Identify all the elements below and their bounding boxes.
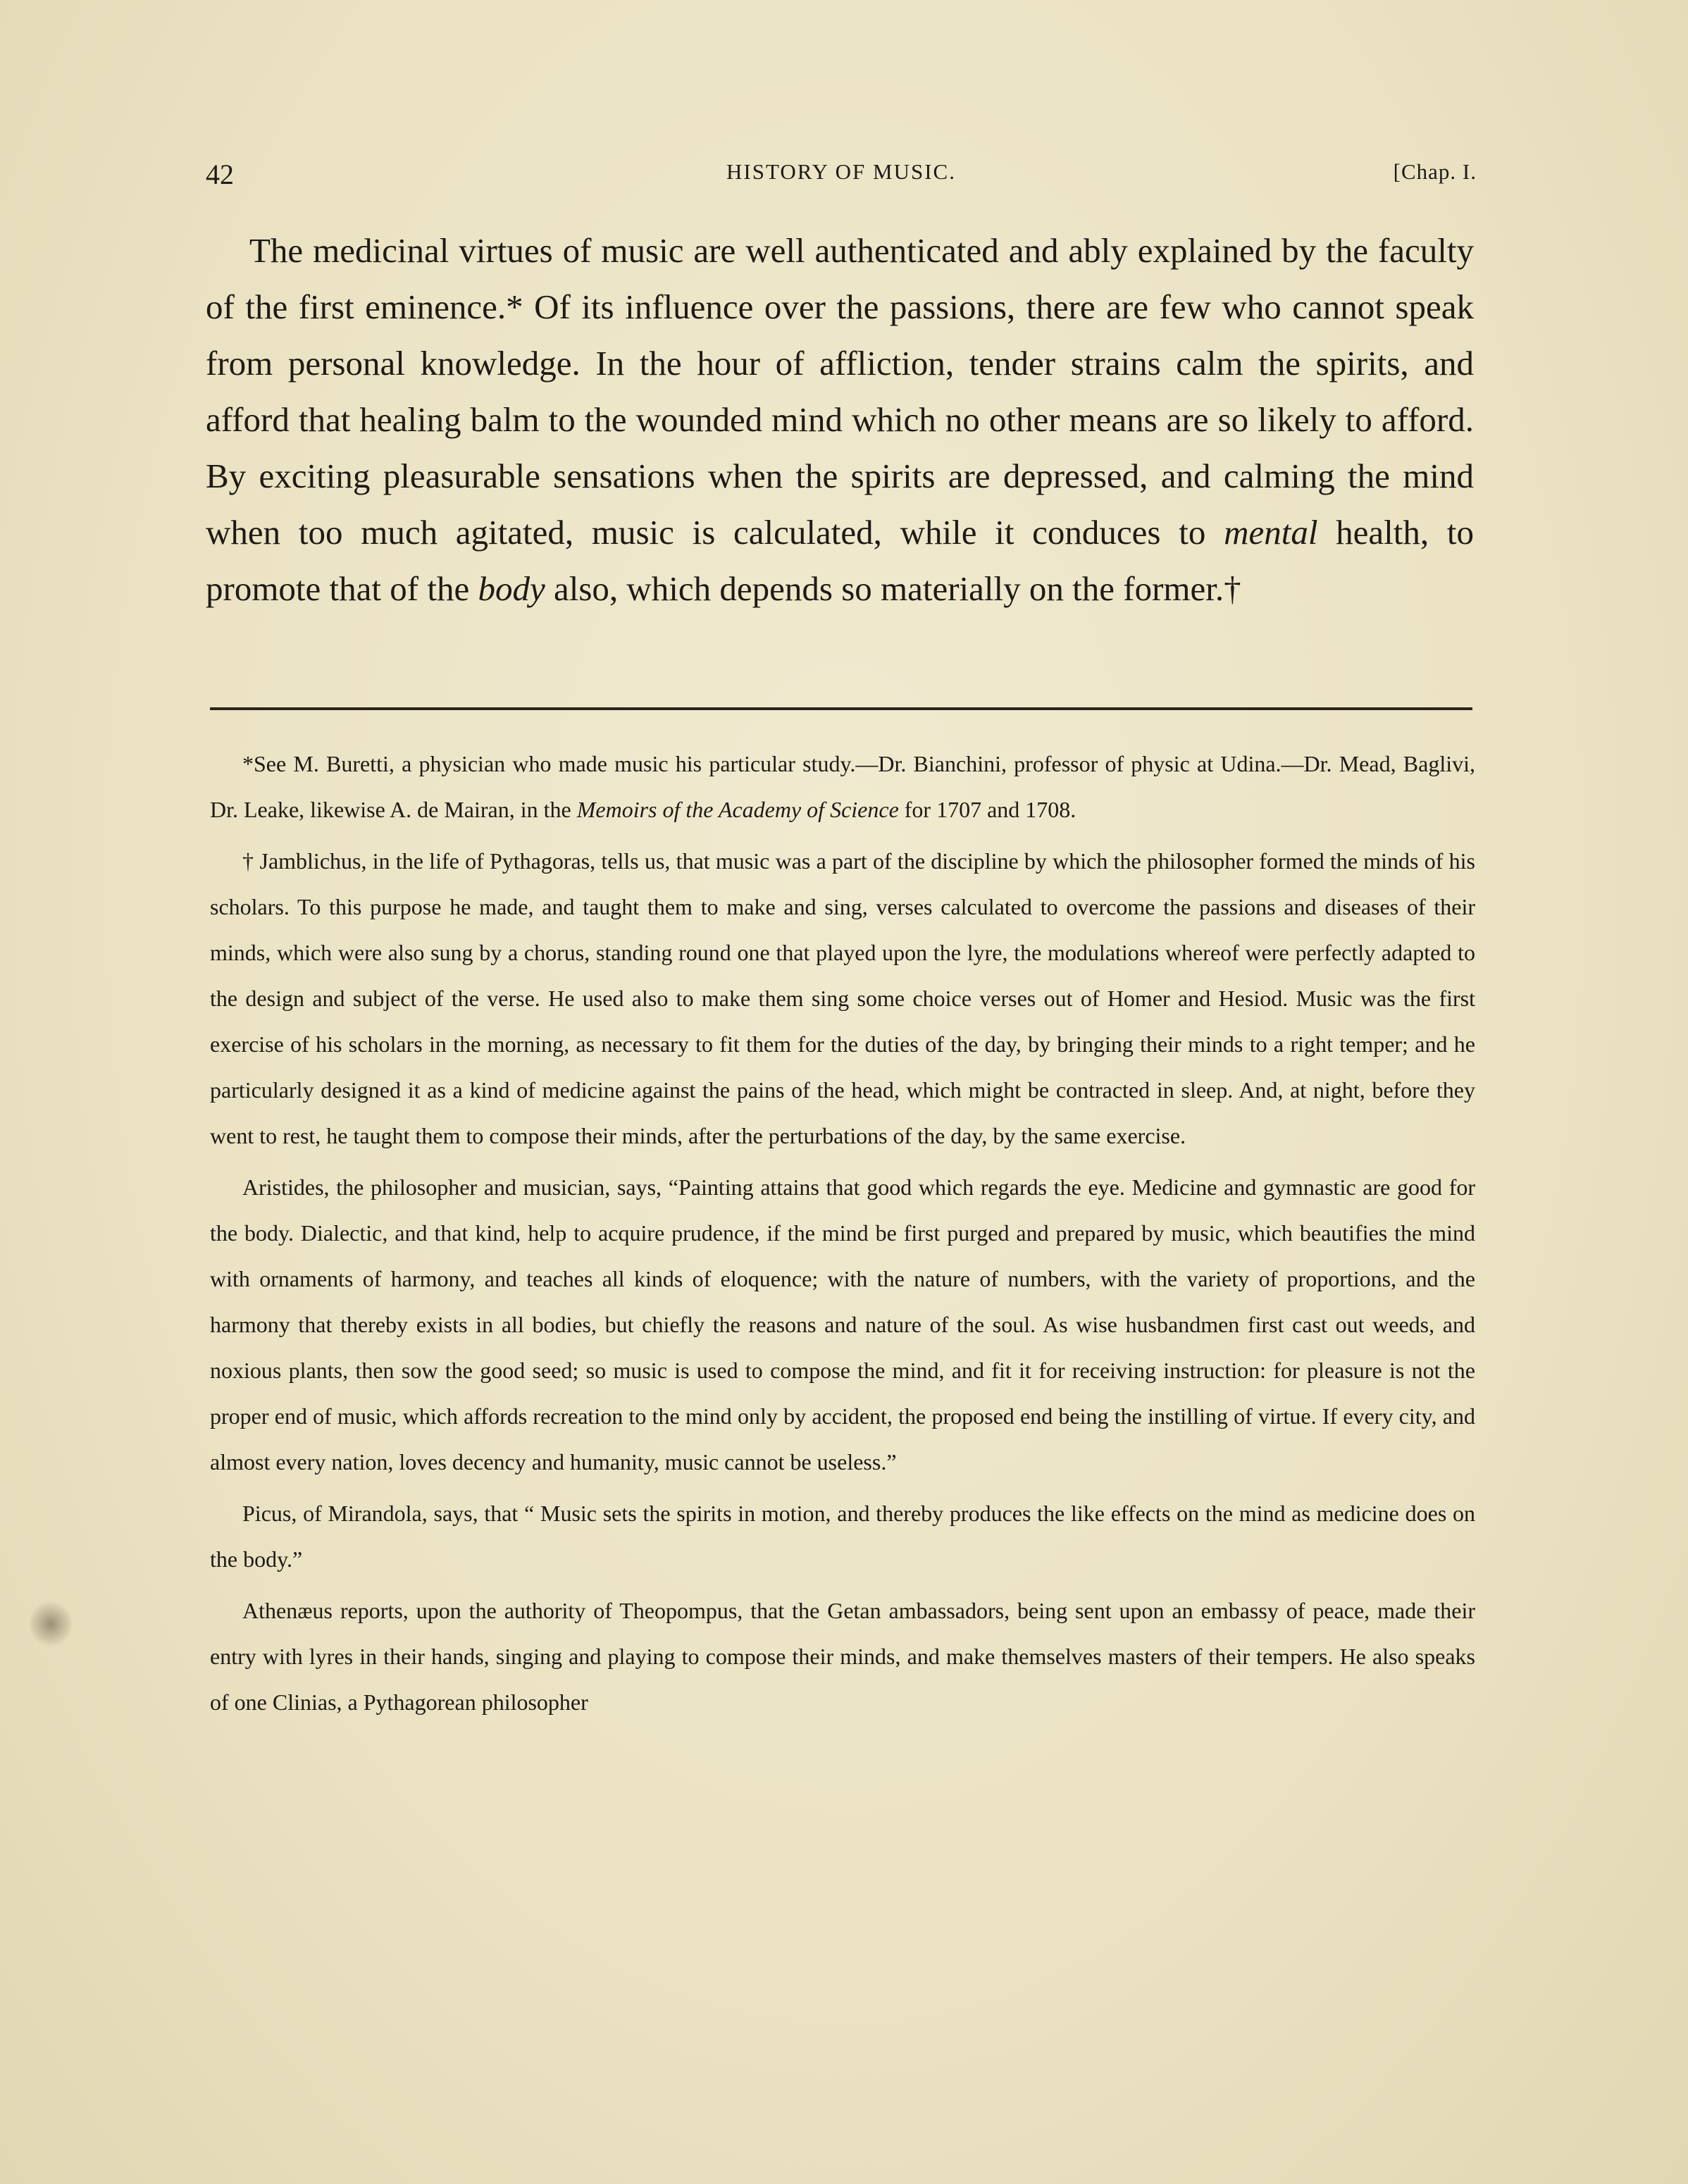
- main-text: [206, 223, 1474, 617]
- footnote-buretti: [210, 741, 1475, 833]
- page-stain: [30, 1599, 72, 1649]
- running-title: HISTORY OF MUSIC.: [726, 159, 956, 184]
- main-paragraph: [206, 223, 1474, 617]
- footnote-aristides: Aristides, the philosopher and musician, says, “Painting attains that good which regards the eye. Medicine and gymnastic are good for the body. Dialectic, and that kind, help to acquire prudence, if the mind be first purged and prepared by music, which beautifies the mind with ornaments of harmony, and teaches all kinds of eloquence; with the nature of numbers, with the variety of proportions, and the harmony that thereby exists in all bodies, but chiefly the reasons and nature of the soul. As wise husbandmen first cast out weeds, and noxious plants, then sow the good seed; so music is used to compose the mind, and fit it for receiving instruction: for pleasure is not the proper end of music, which affords recreation to the mind only by accident, the proposed end being the instilling of virtue. If every city, and almost every nation, loves decency and humanity, music cannot be useless.”: [210, 1174, 1475, 1475]
- footnote-picus: Picus, of Mirandola, says, that “ Music sets the spirits in motion, and thereby produces the like effects on the mind as medicine does on the body.”: [210, 1501, 1475, 1572]
- footnote-1-part-a: *See M. Buretti, a physician who made music his particular study.—Dr. Bianchini, professor of physic at Udina.—Dr. Mead, Baglivi, Dr. Leake, likewise A. de Mairan, in the: [210, 751, 1475, 822]
- footnote-1-title: Memoirs of the Academy of Science: [576, 797, 899, 822]
- footnote-1-part-b: for 1707 and 1708.: [898, 797, 1076, 822]
- emphasis-body: body: [478, 569, 545, 608]
- footnotes: [210, 741, 1475, 1731]
- footnote-athenaeus: Athenæus reports, upon the authority of Theopompus, that the Getan ambassadors, being sent upon an embassy of peace, made their entry with lyres in their hands, singing and playing to compose their minds, and make themselves masters of their tempers. He also speaks of one Clinias, a Pythagorean philosopher: [210, 1598, 1475, 1715]
- main-text-part-b: health, to promote that of the: [206, 513, 1475, 608]
- emphasis-mental: mental: [1224, 513, 1318, 552]
- chapter-reference: [Chap. I.: [1393, 159, 1477, 184]
- footnote-jamblichus: † Jamblichus, in the life of Pythagoras, tells us, that music was a part of the discipline by which the philosopher formed the minds of his scholars. To this purpose he made, and taught them to make and sing, verses calculated to overcome the passions and diseases of their minds, which were also sung by a chorus, standing round one that played upon the lyre, the modulations whereof were perfectly adapted to the design and subject of the verse. He used also to make them sing some choice verses out of Homer and Hesiod. Music was the first exercise of his scholars in the morning, as necessary to fit them for the duties of the day, by bringing their minds to a right temper; and he particularly designed it as a kind of medicine against the pains of the head, which might be contracted in sleep. And, at night, before they went to rest, he taught them to compose their minds, after the perturbations of the day, by the same exercise.: [210, 848, 1475, 1148]
- footnote-divider: [210, 707, 1472, 710]
- main-text-part-c: also, which depends so materially on the former.†: [545, 569, 1241, 608]
- main-text-part-a: The medicinal virtues of music are well authenticated and ably explained by the faculty of the first eminence.* Of its influence over the passions, there are few who cannot speak from personal knowledge. In the hour of affliction, tender strains calm the spirits, and afford that healing balm to the wounded mind which no other means are so likely to afford. By exciting pleasurable sensations when the spirits are depressed, and calming the mind when too much agitated, music is calculated, while it conduces to: [206, 231, 1474, 552]
- page-number: 42: [206, 159, 234, 190]
- page-header: [206, 149, 1477, 199]
